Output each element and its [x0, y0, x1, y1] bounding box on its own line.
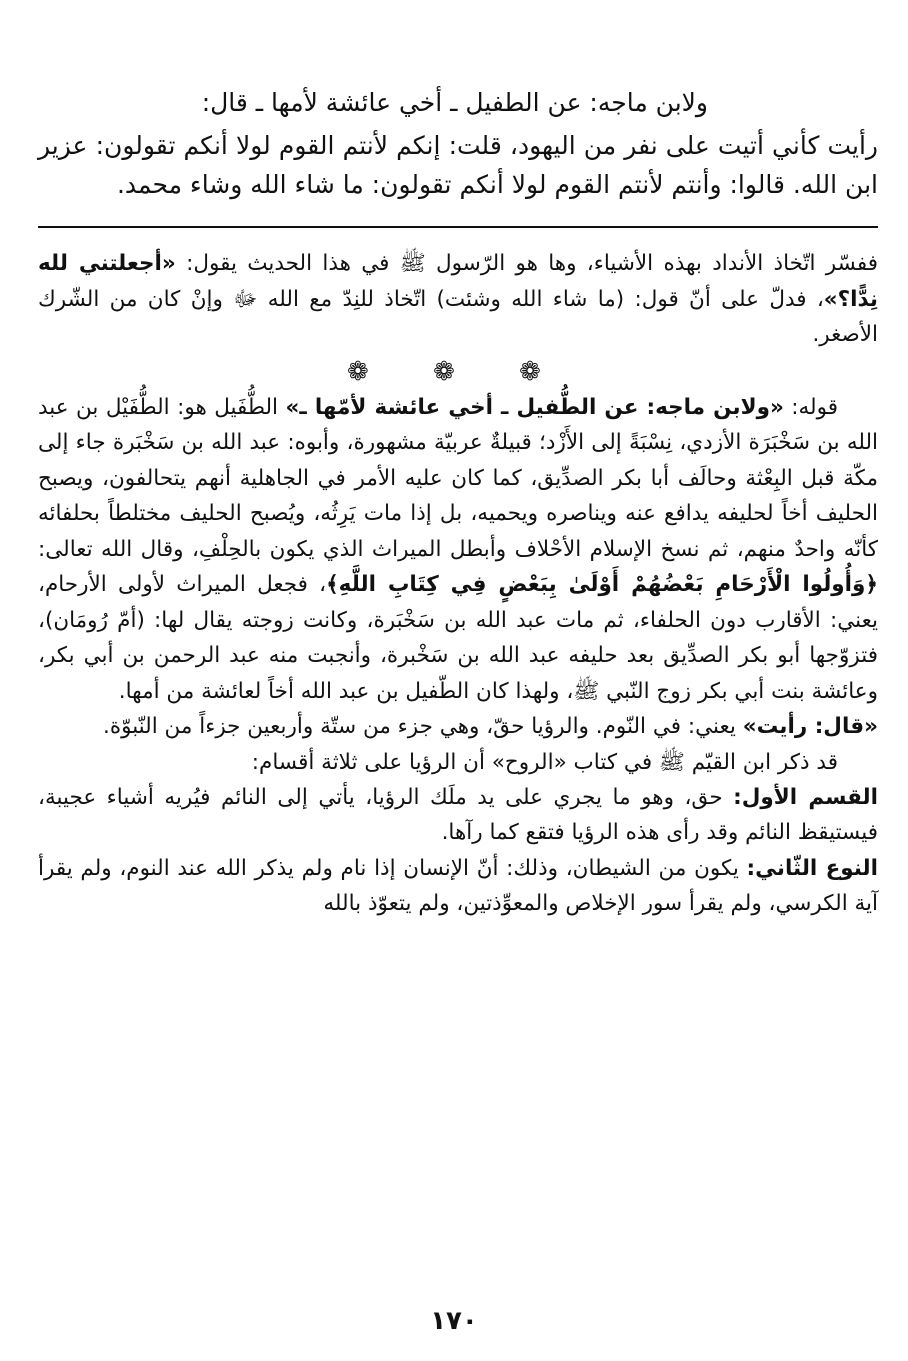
- book-page: [38, 84, 878, 1344]
- commentary-text: ففسّر اتّخاذ الأنداد بهذه الأشياء، وها هو الرّسول ﷺ في هذا الحديث يقول:: [186, 251, 879, 277]
- commentary-quote: «قال: رأيت»: [742, 714, 878, 740]
- commentary-quote: «ولابن ماجه: عن الطُّفيل ـ أخي عائشة لأمّها ـ»: [285, 394, 784, 420]
- commentary-paragraph-1: [38, 246, 878, 352]
- main-text: [38, 84, 878, 204]
- section-heading: القسم الأول:: [733, 785, 878, 810]
- commentary-text: يكون من الشيطان، وذلك: أنّ الإنسان إذا نام ولم يذكر الله عند النوم، ولم يقرأ آية الكرسي، ولم يقرأ سور الإخلاص والمعوِّذتين، ولم يتعوّذ بالله: [38, 855, 878, 917]
- commentary-paragraph-2: [38, 390, 878, 709]
- commentary-paragraph-3: [38, 709, 878, 744]
- quran-verse: ﴿وَأُولُوا الْأَرْحَامِ بَعْضُهُمْ أَوْلَىٰ بِبَعْضٍ فِي كِتَابِ اللَّهِ﴾: [326, 572, 879, 598]
- commentary-paragraph-6: [38, 851, 878, 922]
- commentary-text: قوله:: [783, 394, 838, 420]
- section-separator-stars: ❁ ❁ ❁: [347, 356, 569, 387]
- commentary: [38, 246, 878, 922]
- commentary-paragraph-4: قد ذكر ابن القيّم ﷺ في كتاب «الروح» أن الرؤيا على ثلاثة أقسام:: [251, 749, 838, 775]
- commentary-text: ، فدلّ على أنّ قول: (ما شاء الله وشئت) اتّخاذ للنِدّ مع الله ﷻ وإنْ كان من الشّرك الأصغر.: [38, 286, 878, 348]
- page-number: ١٧٠: [430, 1306, 478, 1336]
- main-text-hadith: رأيت كأني أتيت على نفر من اليهود، قلت: إنكم لأنتم القوم لولا أنكم تقولون: عزير ابن الله. قالوا: وأنتم لأنتم القوم لولا أنكم تقولون: ما شاء الله وشاء محمد.: [38, 130, 878, 199]
- section-heading: النوع الثّاني:: [746, 855, 878, 881]
- commentary-text: ، فجعل الميراث لأولى الأرحام، يعني: الأقارب دون الحلفاء، ثم مات عبد الله بن سَخْبَرة، وكانت زوجته يقال لها: (أمّ رُومَان)، فتزوّجها أبو بكر الصدِّيق بعد حليفه عبد الله بن سَخْبرة، وأنجبت منه عبد الرحمن بن أبي بكر، وعائشة بنت أبي بكر زوج النّبي ﷺ، ولهذا كان الطّفيل بن عبد الله أخاً لعائشة من أمها.: [38, 572, 878, 704]
- main-text-intro: ولابن ماجه: عن الطفيل ـ أخي عائشة لأمها ـ قال:: [201, 88, 708, 117]
- commentary-text: حق، وهو ما يجري على يد ملَك الرؤيا، يأتي إلى النائم فيُريه أشياء عجيبة، فيستيقظ النائم وقد رأى هذه الرؤيا فتقع كما رآها.: [38, 785, 878, 846]
- footnote-divider: [38, 226, 878, 228]
- commentary-text: الطُّفَيل هو: الطُّفَيْل بن عبد الله بن سَخْبَرَة الأزدي، نِسْبَةً إلى الأَزْد؛ قبيلةٌ عربيّة مشهورة، وأبوه: عبد الله بن سَخْبَرة جاء إلى مكّة قبل البِعْثة وحالَف أبا بكر الصدِّيق، كما كان عليه الأمر في الجاهلية أنهم يتحالفون، ويصبح الحليف أخاً لحليفه يدافع عنه ويناصره ويحميه، بل إذا مات يَرِثُه، ويُصبح الحليف مختلطاً بحلفائه كأنّه واحدٌ منهم، ثم نسخ الإسلام الأحْلاف وأبطل الميراث الذي يكون بالحِلْفِ، وقال الله تعالى:: [38, 394, 878, 562]
- commentary-quote: «أجعلتني لله نِدًّا؟»: [38, 251, 878, 312]
- commentary-paragraph-5: [38, 780, 878, 851]
- commentary-text: يعني: في النّوم. والرؤيا حقّ، وهي جزء من ستّة وأربعين جزءاً من النّبوّة.: [102, 714, 743, 740]
